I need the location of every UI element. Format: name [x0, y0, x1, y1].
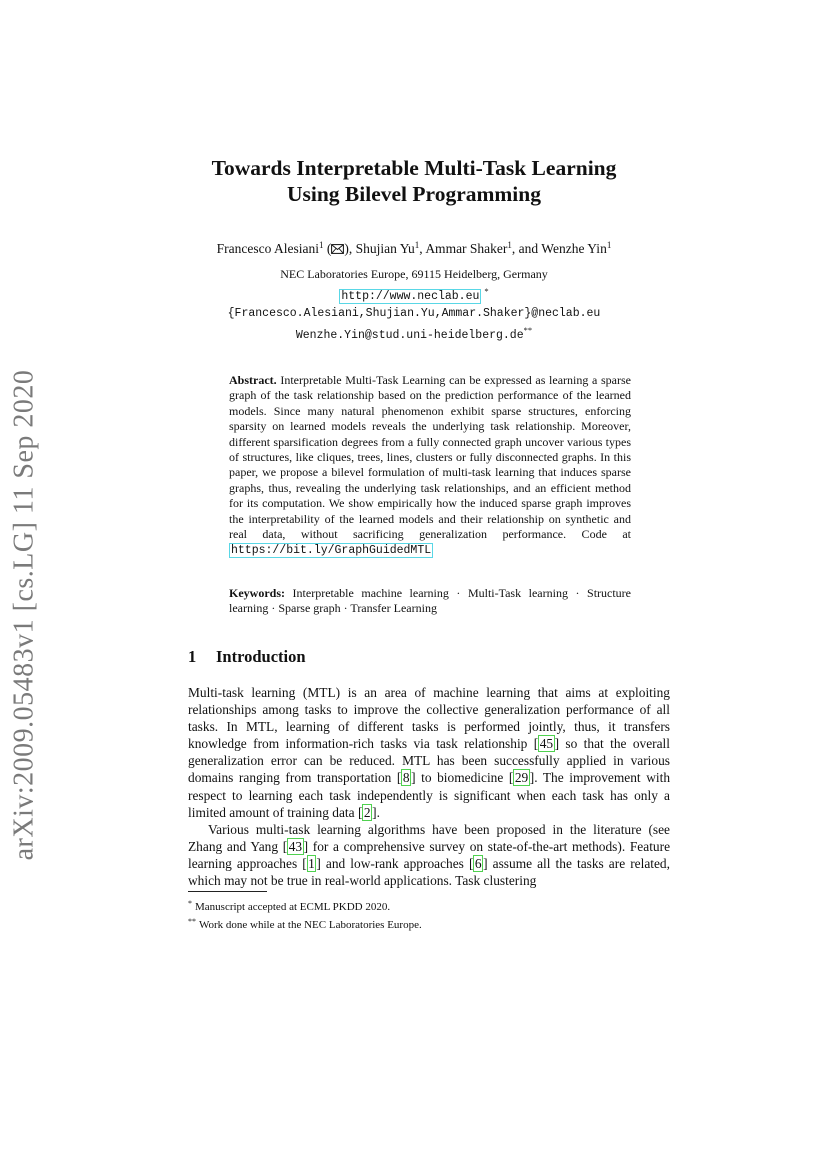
- text-run: Various multi-task learning algorithms have been proposed in the literature (see Zhang and Yang: [188, 821, 670, 854]
- envelope-icon[interactable]: [331, 241, 344, 256]
- url-footnote-mark: *: [484, 286, 489, 296]
- author-2: Shujian Yu: [355, 241, 415, 256]
- section-heading: [188, 647, 306, 667]
- text-run: to biomedicine: [421, 770, 504, 786]
- author-4: Wenzhe Yin: [541, 241, 607, 256]
- footnote-2-text: Work done while at the NEC Laboratories Europe.: [199, 918, 422, 931]
- text-run: assume all the tasks are related, which may not be true in real-world applications. Task clustering: [188, 855, 670, 889]
- text-run: for a comprehensive survey on state-of-the-art methods). Feature learning approaches: [188, 838, 671, 871]
- keywords-heading: Keywords:: [229, 586, 285, 600]
- arxiv-identifier-stamp: [6, 369, 42, 861]
- author-3-affil: 1: [507, 240, 512, 250]
- footnote-divider: [188, 891, 267, 892]
- email-footnote-mark: **: [523, 325, 533, 335]
- affiliation-block: [0, 266, 828, 344]
- paragraph-2: Various multi-task learning algorithms have been proposed in the literature (see Zhang and Yang [ 43 ] for a comprehensive survey on state-of-the-art methods). Feature learning approaches [ 1 ] and low-rank approaches [ 6 ] assume all the tasks are related, which may not be true in real-world applications. Task clustering: [188, 821, 671, 889]
- paper-title: [0, 155, 828, 207]
- citation-link[interactable]: 8: [402, 770, 410, 786]
- abstract: [229, 373, 631, 559]
- section-title: Introduction: [216, 647, 306, 666]
- title-line-1: Towards Interpretable Multi-Task Learning: [211, 156, 617, 180]
- lab-url-link[interactable]: http://www.neclab.eu: [341, 290, 480, 303]
- footnote-1: [188, 897, 670, 915]
- text-run: .: [376, 804, 380, 820]
- footnote-2: [188, 915, 670, 933]
- affiliation-org: NEC Laboratories Europe, 69115 Heidelberg, Germany: [280, 267, 548, 281]
- footnote-1-text: Manuscript accepted at ECML PKDD 2020.: [195, 901, 391, 913]
- text-run: so that the overall generalization error can be reduced. MTL has been successfully applied in various domains ranging from transportation: [188, 736, 671, 786]
- section-number: 1: [188, 647, 197, 666]
- author-1: Francesco Alesiani: [216, 241, 320, 256]
- author-list: Francesco Alesiani$^1$ ( ), Shujian Yu$^1$, Ammar Shaker$^1$, and Wenzhe Yin$^1$: [216, 240, 612, 256]
- footnote-2-mark: **: [188, 916, 196, 926]
- author-emails: {Francesco.Alesiani,Shujian.Yu,Ammar.Shaker}@neclab.eu: [227, 307, 601, 320]
- citation-link[interactable]: 45: [539, 736, 554, 752]
- footnotes: [188, 897, 670, 932]
- paragraph-1: Multi-task learning (MTL) is an area of machine learning that aims at exploiting relationships among tasks to improve the collective generalization performance of all tasks. In MTL, learning of different tasks is performed jointly, thus, it transfers knowledge from information-rich tasks via task relationship [ 45 ] so that the overall generalization error can be reduced. MTL has been successfully applied in various domains ranging from transportation [ 8 ] to biomedicine [ 29 ]. The improvement with respect to learning each task independently is significant when each task has only a limited amount of training data [ 2 ].: [188, 685, 671, 820]
- author-2-affil: 1: [414, 240, 420, 250]
- citation-link[interactable]: 29: [514, 770, 529, 786]
- citation-link[interactable]: 1: [308, 855, 315, 871]
- code-link[interactable]: https://bit.ly/GraphGuidedMTL: [231, 544, 432, 558]
- keywords-text: Interpretable machine learning · Multi-Task learning · Structure learning · Sparse graph · Transfer Learning: [229, 586, 632, 616]
- text-run: Multi-task learning (MTL) is an area of machine learning that aims at exploiting relationships among tasks to improve the collective generalization performance of all tasks. In MTL, learning of different tasks is performed jointly, thus, it transfers knowledge from information-rich tasks via task relationship: [188, 685, 670, 752]
- arxiv-id-text: arXiv:2009.05483v1 [cs.LG] 11 Sep 2020: [8, 369, 40, 861]
- author-4-affil: 1: [606, 240, 612, 250]
- abstract-text: Interpretable Multi-Task Learning can be expressed as learning a sparse graph of the task relationship based on the prediction performance of the learned models. Since many natural phenomenon exhibit sparse structures, enforcing sparsity on learned models reveals the underlying task relationship. Moreover, different sparsification degrees from a fully connected graph uncover various types of structures, like cliques, trees, lines, clusters or fully disconnected graphs. In this paper, we propose a bilevel formulation of multi-task learning that induces sparse graphs, thus, revealing the underlying task relationships, and an efficient method for its computation. We show empirically how the induced sparse graph improves the interpretability of the learned models and their relationship on synthetic and real data, without sacrificing generalization performance. Code at: [229, 373, 632, 542]
- footnote-1-mark: *: [188, 899, 192, 908]
- author-1-affil: 1: [319, 240, 324, 250]
- author-3: Ammar Shaker: [425, 241, 508, 256]
- citation-link[interactable]: 43: [288, 838, 303, 854]
- keywords: [229, 586, 631, 617]
- citation-link[interactable]: 2: [363, 804, 371, 820]
- text-run: and low-rank approaches: [325, 855, 464, 871]
- introduction-body: [188, 684, 670, 889]
- author-email-2: Wenzhe.Yin@stud.uni-heidelberg.de: [295, 329, 524, 342]
- abstract-heading: Abstract.: [229, 373, 277, 387]
- title-line-2: Using Bilevel Programming: [286, 182, 541, 206]
- citation-link[interactable]: 6: [474, 855, 482, 871]
- text-run: . The improvement with respect to learning each task independently is significant when each task has only a limited amount of training data: [188, 770, 671, 820]
